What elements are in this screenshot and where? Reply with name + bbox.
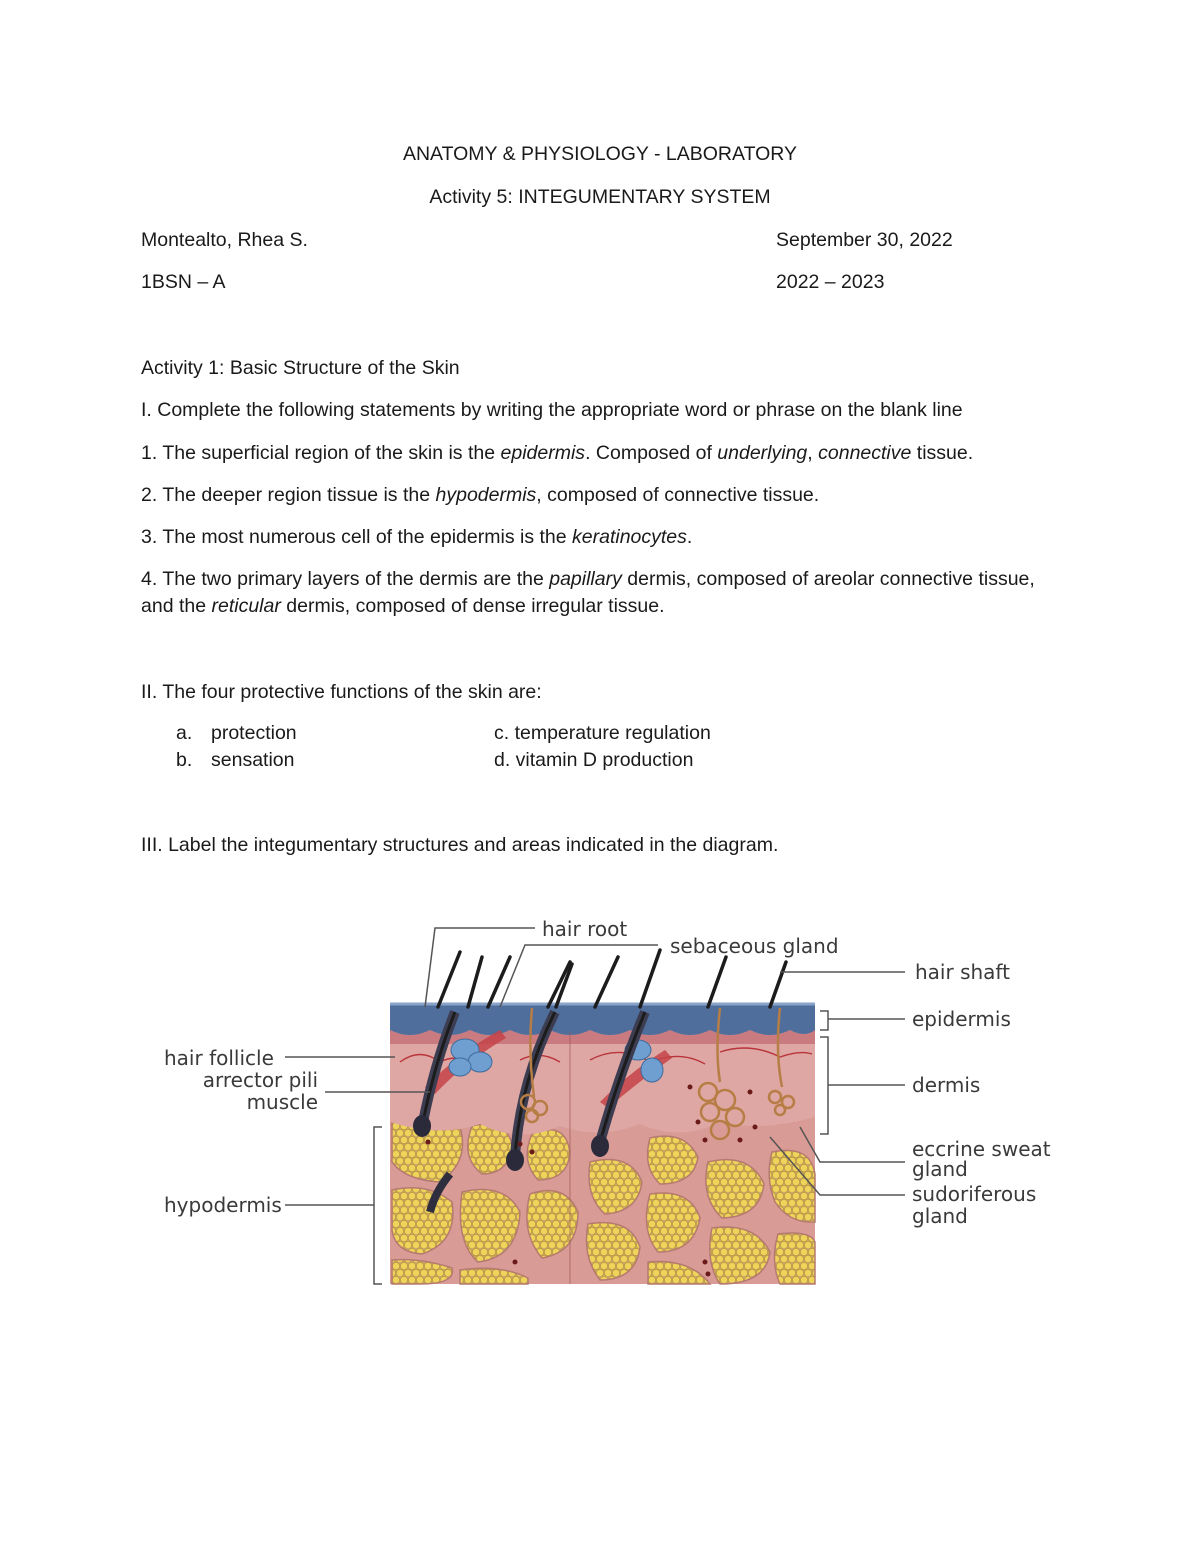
part3-instruction: III. Label the integumentary structures and areas indicated in the diagram. — [141, 834, 779, 856]
list-marker-b: b. — [176, 749, 193, 771]
function-temperature: c. temperature regulation — [494, 722, 711, 744]
part2-instruction: II. The four protective functions of the skin are: — [141, 681, 542, 703]
school-year: 2022 – 2023 — [776, 271, 885, 293]
date: September 30, 2022 — [776, 229, 953, 251]
question-3: 3. The most numerous cell of the epidermis is the keratinocytes. — [141, 526, 693, 548]
label-hair-follicle: hair follicle — [164, 1046, 274, 1070]
label-epidermis: epidermis — [912, 1007, 1011, 1031]
label-hair-shaft: hair shaft — [915, 960, 1010, 984]
question-4: 4. The two primary layers of the dermis are the papillary dermis, composed of areolar connective tissue, and the reticular dermis, composed of dense irregular tissue. — [141, 568, 1035, 617]
question-2: 2. The deeper region tissue is the hypodermis, composed of connective tissue. — [141, 484, 820, 506]
question-1: 1. The superficial region of the skin is the epidermis. Composed of underlying, connective tissue. — [141, 442, 974, 464]
label-eccrine-gland: gland — [912, 1157, 968, 1181]
course-title: ANATOMY & PHYSIOLOGY - LABORATORY — [402, 143, 798, 165]
label-muscle: muscle — [246, 1090, 318, 1114]
function-vitamin-d: d. vitamin D production — [494, 749, 694, 771]
function-protection: protection — [211, 722, 297, 744]
student-name: Montealto, Rhea S. — [141, 229, 308, 251]
activity-title: Activity 5: INTEGUMENTARY SYSTEM — [429, 186, 771, 208]
label-dermis: dermis — [912, 1073, 981, 1097]
function-sensation: sensation — [211, 749, 295, 771]
label-sebaceous-gland: sebaceous gland — [670, 934, 839, 958]
label-hypodermis: hypodermis — [164, 1193, 282, 1217]
label-sudoriferous-gland: gland — [912, 1204, 968, 1228]
label-eccrine-sweat: eccrine sweat — [912, 1137, 1051, 1161]
section: 1BSN – A — [141, 271, 226, 293]
skin-cross-section — [390, 950, 815, 1284]
part1-instruction: I. Complete the following statements by writing the appropriate word or phrase on the blank line — [141, 399, 963, 421]
label-arrector-pili: arrector pili — [202, 1068, 318, 1092]
skin-diagram — [160, 912, 1060, 1292]
label-hair-root: hair root — [542, 917, 628, 941]
hair-shafts — [438, 950, 786, 1007]
label-sudoriferous: sudoriferous — [912, 1182, 1037, 1206]
list-marker-a: a. — [176, 722, 193, 744]
activity-heading: Activity 1: Basic Structure of the Skin — [141, 357, 460, 379]
